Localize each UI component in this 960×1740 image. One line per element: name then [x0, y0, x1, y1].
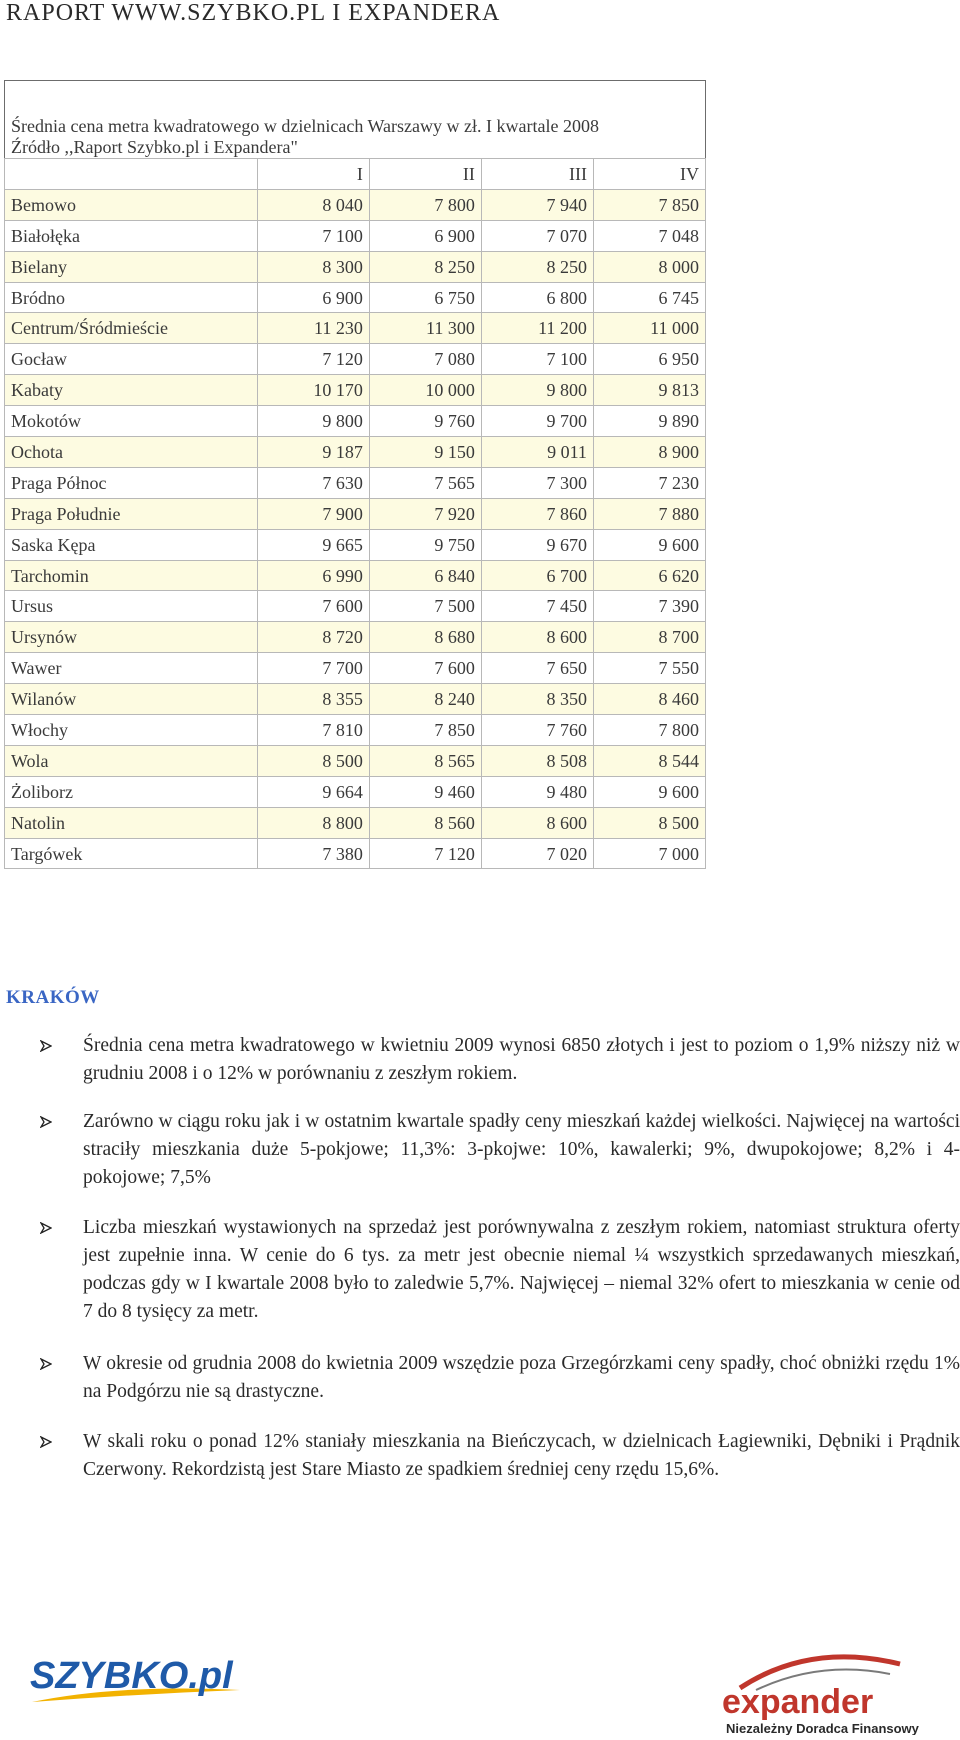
price-cell: 7 120	[369, 838, 481, 869]
bullet-item	[40, 1214, 960, 1326]
district-name: Praga Południe	[5, 498, 258, 529]
price-cell: 7 048	[593, 220, 705, 251]
price-cell: 6 750	[369, 282, 481, 313]
table-row	[5, 745, 706, 776]
price-cell: 9 890	[593, 406, 705, 437]
price-cell: 9 187	[257, 437, 369, 468]
price-cell: 7 020	[481, 838, 593, 869]
district-name: Bródno	[5, 282, 258, 313]
bullet-item	[40, 1350, 960, 1406]
price-cell: 9 750	[369, 529, 481, 560]
price-cell: 7 920	[369, 498, 481, 529]
district-name: Białołęka	[5, 220, 258, 251]
price-cell: 7 700	[257, 653, 369, 684]
bullet-text: Liczba mieszkań wystawionych na sprzedaż jest porównywalna z zeszłym rokiem, natomiast struktura oferty jest zupełnie inna. W cenie do 6 tys. za metr jest obecnie niemal ¼ wszystkich sprzedawanych mieszkań, podczas gdy w I kwartale 2008 było to zaledwie 5,7%. Najwięcej – niemal 32% ofert to mieszkania w cenie od 7 do 8 tysięcy za metr.	[83, 1217, 960, 1322]
table-row	[5, 375, 706, 406]
district-name: Mokotów	[5, 406, 258, 437]
price-cell: 7 100	[257, 220, 369, 251]
district-name: Ursus	[5, 591, 258, 622]
price-cell: 9 670	[481, 529, 593, 560]
table-row	[5, 437, 706, 468]
price-cell: 11 300	[369, 313, 481, 344]
district-name: Bemowo	[5, 189, 258, 220]
price-cell: 8 560	[369, 807, 481, 838]
price-cell: 8 500	[593, 807, 705, 838]
district-name: Gocław	[5, 344, 258, 375]
price-cell: 8 900	[593, 437, 705, 468]
district-name: Centrum/Śródmieście	[5, 313, 258, 344]
table-row	[5, 313, 706, 344]
arrow-bullet-icon	[40, 1436, 52, 1448]
price-cell: 8 000	[593, 251, 705, 282]
price-cell: 8 355	[257, 684, 369, 715]
szybko-logo	[28, 1650, 248, 1715]
price-cell: 7 850	[593, 189, 705, 220]
bullet-text: W okresie od grudnia 2008 do kwietnia 2009 wszędzie poza Grzegórzkami ceny spadły, choć obniżki rzędu 1% na Podgórzu nie są drastyczne.	[83, 1353, 960, 1402]
table-row	[5, 467, 706, 498]
price-cell: 7 860	[481, 498, 593, 529]
price-cell: 7 630	[257, 467, 369, 498]
price-cell: 9 480	[481, 776, 593, 807]
price-cell: 9 150	[369, 437, 481, 468]
price-cell: 7 650	[481, 653, 593, 684]
table-row	[5, 715, 706, 746]
table-row	[5, 220, 706, 251]
price-cell: 8 680	[369, 622, 481, 653]
price-cell: 7 810	[257, 715, 369, 746]
table-caption-source: Źródło ,,Raport Szybko.pl i Expandera"	[11, 137, 298, 157]
price-cell: 8 700	[593, 622, 705, 653]
price-cell: 6 840	[369, 560, 481, 591]
szybko-logo-graphic	[28, 1650, 248, 1710]
expander-tagline: Niezależny Doradca Finansowy	[726, 1721, 919, 1735]
table-row	[5, 653, 706, 684]
table-row	[5, 622, 706, 653]
column-header: IV	[593, 159, 705, 190]
price-cell: 11 200	[481, 313, 593, 344]
price-cell: 7 900	[257, 498, 369, 529]
district-name: Kabaty	[5, 375, 258, 406]
price-cell: 7 080	[369, 344, 481, 375]
column-header: II	[369, 159, 481, 190]
price-cell: 7 850	[369, 715, 481, 746]
district-name: Żoliborz	[5, 776, 258, 807]
table-caption-title: Średnia cena metra kwadratowego w dzielnicach Warszawy w zł. I kwartale 2008	[11, 116, 599, 136]
price-cell: 7 390	[593, 591, 705, 622]
price-cell: 7 100	[481, 344, 593, 375]
district-name: Wawer	[5, 653, 258, 684]
price-cell: 7 565	[369, 467, 481, 498]
expander-logo-graphic	[720, 1640, 920, 1735]
price-cell: 7 940	[481, 189, 593, 220]
price-table	[4, 80, 706, 869]
table-row	[5, 560, 706, 591]
krakow-bullet-list	[40, 1032, 960, 1484]
table-body	[5, 189, 706, 869]
price-cell: 8 565	[369, 745, 481, 776]
price-cell: 7 450	[481, 591, 593, 622]
price-cell: 9 760	[369, 406, 481, 437]
price-cell: 8 544	[593, 745, 705, 776]
price-cell: 7 380	[257, 838, 369, 869]
table-row	[5, 498, 706, 529]
arrow-bullet-icon	[40, 1222, 52, 1234]
district-name: Włochy	[5, 715, 258, 746]
price-cell: 8 460	[593, 684, 705, 715]
price-cell: 9 800	[257, 406, 369, 437]
district-name: Wola	[5, 745, 258, 776]
price-cell: 6 800	[481, 282, 593, 313]
arrow-bullet-icon	[40, 1116, 52, 1128]
bullet-text: Średnia cena metra kwadratowego w kwietniu 2009 wynosi 6850 złotych i jest to poziom o 1,9% niższy niż w grudniu 2008 i o 12% w porównaniu z zeszłym rokiem.	[83, 1035, 960, 1084]
price-cell: 6 700	[481, 560, 593, 591]
price-cell: 8 240	[369, 684, 481, 715]
district-name: Targówek	[5, 838, 258, 869]
bullet-item	[40, 1428, 960, 1484]
table-row	[5, 529, 706, 560]
bullet-text: W skali roku o ponad 12% staniały mieszkania na Bieńczycach, w dzielnicach Łagiewniki, Dębniki i Prądnik Czerwony. Rekordzistą jest Stare Miasto ze spadkiem średniej ceny rzędu 15,6%.	[83, 1431, 960, 1480]
price-cell: 6 990	[257, 560, 369, 591]
price-cell: 8 500	[257, 745, 369, 776]
district-name: Ochota	[5, 437, 258, 468]
price-cell: 10 170	[257, 375, 369, 406]
district-name: Bielany	[5, 251, 258, 282]
price-cell: 9 011	[481, 437, 593, 468]
price-cell: 9 700	[481, 406, 593, 437]
price-cell: 7 120	[257, 344, 369, 375]
page-header: RAPORT WWW.SZYBKO.PL I EXPANDERA	[6, 0, 501, 26]
table-caption	[5, 81, 706, 159]
table-row	[5, 189, 706, 220]
table-row	[5, 776, 706, 807]
table-caption-row	[5, 81, 706, 159]
table-row	[5, 807, 706, 838]
price-cell: 11 000	[593, 313, 705, 344]
price-cell: 8 720	[257, 622, 369, 653]
price-cell: 7 070	[481, 220, 593, 251]
district-name: Saska Kępa	[5, 529, 258, 560]
price-cell: 7 500	[369, 591, 481, 622]
district-name: Ursynów	[5, 622, 258, 653]
price-cell: 8 800	[257, 807, 369, 838]
table-row	[5, 838, 706, 869]
table-row	[5, 251, 706, 282]
price-cell: 8 250	[481, 251, 593, 282]
price-cell: 7 300	[481, 467, 593, 498]
price-cell: 6 745	[593, 282, 705, 313]
price-cell: 9 800	[481, 375, 593, 406]
arrow-bullet-icon	[40, 1358, 52, 1370]
price-cell: 9 665	[257, 529, 369, 560]
price-cell: 8 600	[481, 807, 593, 838]
district-name: Praga Północ	[5, 467, 258, 498]
table-row	[5, 282, 706, 313]
table-row	[5, 591, 706, 622]
column-header: I	[257, 159, 369, 190]
section-title-krakow: KRAKÓW	[6, 987, 100, 1008]
price-cell: 7 880	[593, 498, 705, 529]
district-name: Tarchomin	[5, 560, 258, 591]
column-header: III	[481, 159, 593, 190]
price-cell: 9 460	[369, 776, 481, 807]
bullet-text: Zarówno w ciągu roku jak i w ostatnim kwartale spadły ceny mieszkań każdej wielkości. Najwięcej na wartości straciły mieszkania duże 5-pokjowe; 11,3%: 3-pkojwe: 10%, kawalerki; 9%, dwupokojowe; 8,2% i 4-pokojowe; 7,5%	[83, 1111, 960, 1188]
price-cell: 7 000	[593, 838, 705, 869]
table-row	[5, 684, 706, 715]
price-cell: 7 600	[369, 653, 481, 684]
table-row	[5, 406, 706, 437]
expander-logo	[720, 1640, 920, 1740]
table-header-row	[5, 159, 706, 190]
price-cell: 8 300	[257, 251, 369, 282]
price-cell: 8 040	[257, 189, 369, 220]
table-row	[5, 344, 706, 375]
price-cell: 8 250	[369, 251, 481, 282]
price-cell: 7 760	[481, 715, 593, 746]
price-cell: 6 900	[369, 220, 481, 251]
price-cell: 7 800	[369, 189, 481, 220]
price-cell: 7 230	[593, 467, 705, 498]
price-cell: 10 000	[369, 375, 481, 406]
price-cell: 6 620	[593, 560, 705, 591]
price-cell: 11 230	[257, 313, 369, 344]
price-cell: 9 600	[593, 776, 705, 807]
bullet-item	[40, 1108, 960, 1192]
bullet-item	[40, 1032, 960, 1088]
price-cell: 8 350	[481, 684, 593, 715]
arrow-bullet-icon	[40, 1040, 52, 1052]
price-cell: 8 600	[481, 622, 593, 653]
szybko-logo-text: SZYBKO.pl	[30, 1655, 233, 1697]
price-cell: 9 664	[257, 776, 369, 807]
expander-logo-text: expander	[722, 1683, 874, 1721]
price-cell: 7 550	[593, 653, 705, 684]
price-cell: 7 800	[593, 715, 705, 746]
price-cell: 8 508	[481, 745, 593, 776]
column-header	[5, 159, 258, 190]
price-cell: 6 950	[593, 344, 705, 375]
district-name: Wilanów	[5, 684, 258, 715]
price-cell: 7 600	[257, 591, 369, 622]
price-cell: 9 600	[593, 529, 705, 560]
district-name: Natolin	[5, 807, 258, 838]
price-cell: 6 900	[257, 282, 369, 313]
price-cell: 9 813	[593, 375, 705, 406]
